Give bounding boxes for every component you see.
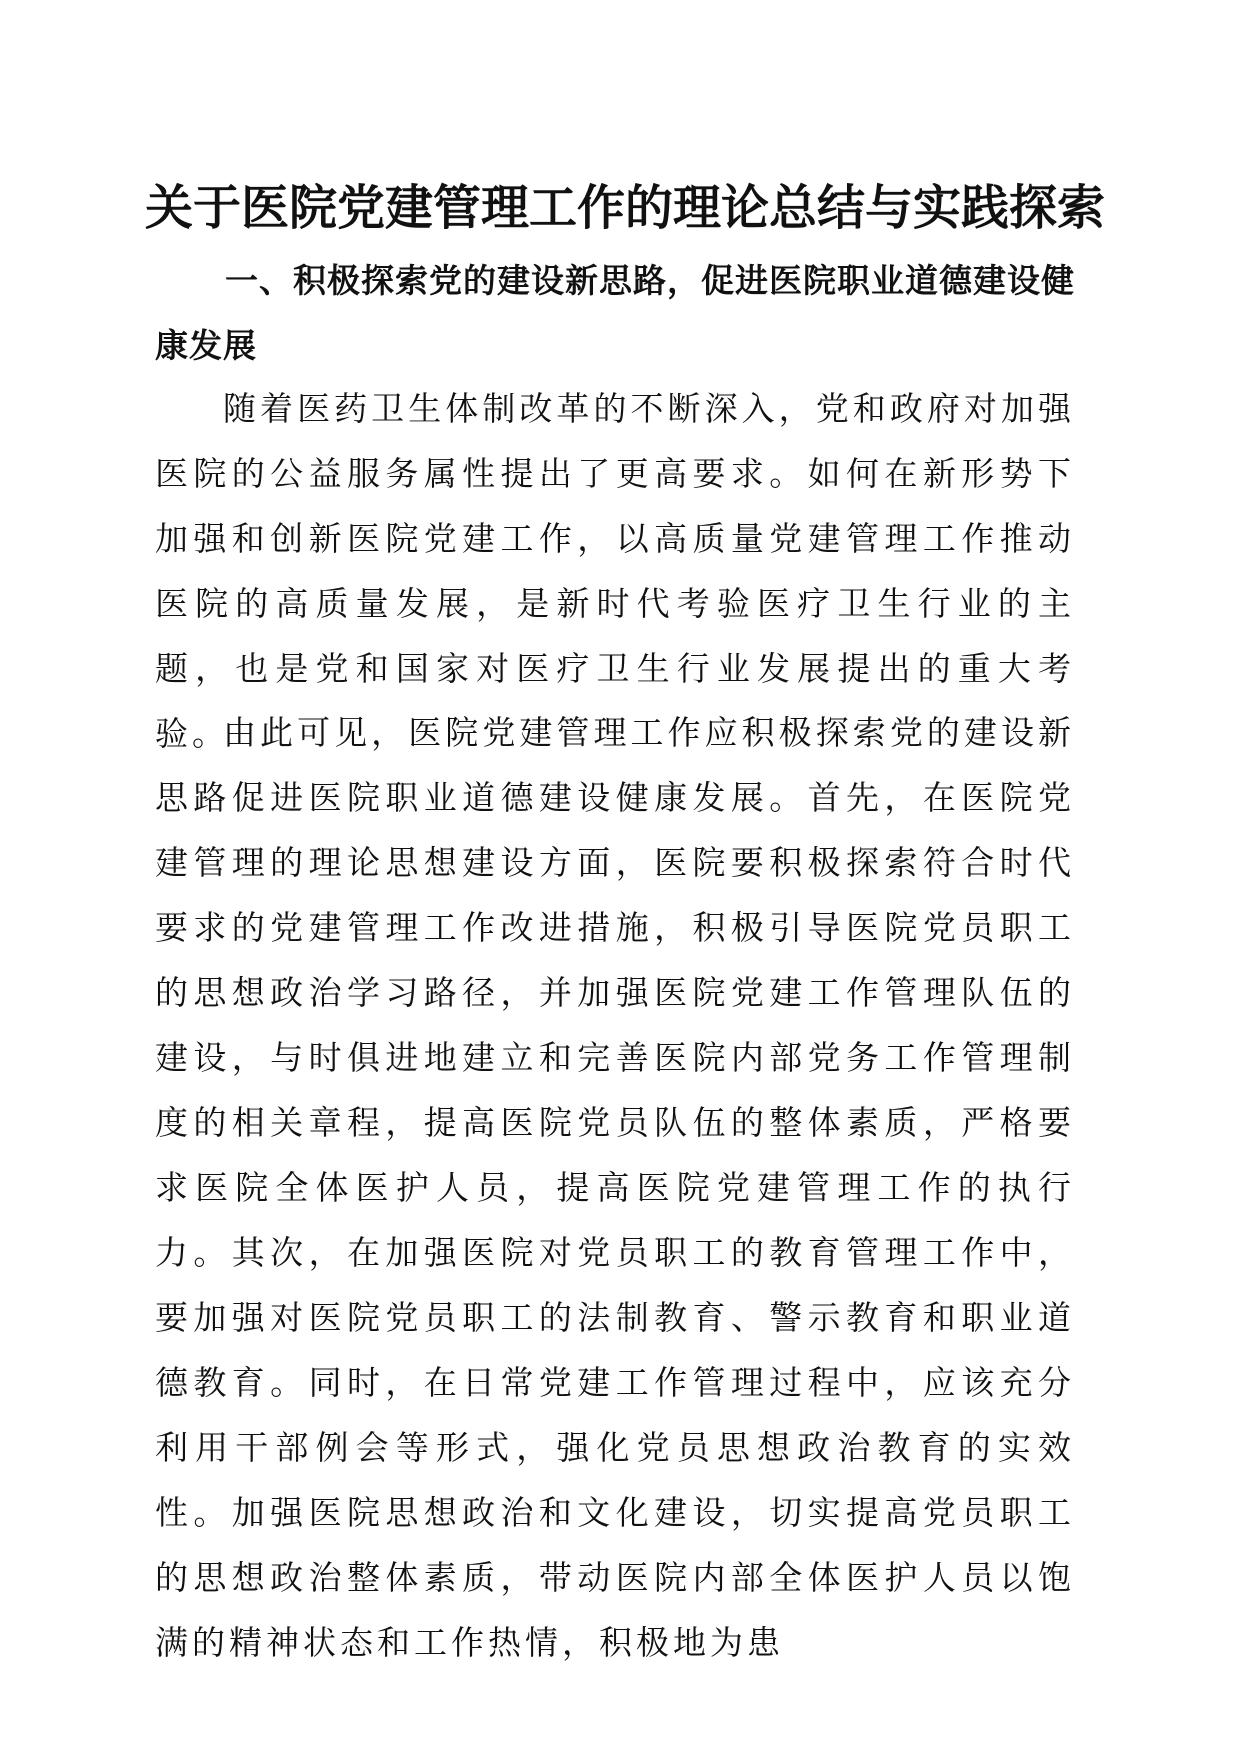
section-heading: 一、积极探索党的建设新思路，促进医院职业道德建设健康发展 [155,261,1075,365]
document-title: 关于医院党建管理工作的理论总结与实践探索 [144,180,1105,236]
body-paragraph-1: 随着医药卫生体制改革的不断深入，党和政府对加强医院的公益服务属性提出了更高要求。如何在新形势下加强和创新医院党建工作，以高质量党建管理工作推动医院的高质量发展，是新时代考验医疗卫生行业的主题，也是党和国家对医疗卫生行业发展提出的重大考验。 [155,389,1075,753]
body-paragraph-2: 由此可见，医院党建管理工作应积极探索党的建设新思路促进医院职业道德建设健康发展。首先，在医院党建管理的理论思想建设方面，医院要积极探索符合时代要求的党建管理工作改进措施，积极引导医院党员职工的思想政治学习路径，并加强医院党建工作管理队伍的建设，与时俱进地建立和完善医院内部党务工作管理制度的相关章程，提高医院党员队伍的整体素质，严格要求医院全体医护人员，提高医院党建管理工作的执行力。其次，在加强医院对党员职工的教育管理工作中，要加强对医院党员职工的法制教育、警示教育和职业道德教育。同时，在日常党建工作管理过程中，应该充分利用干部例会等形式，强化党员思想政治教育的实效性。加强医院思想政治和文化建设，切实提高党员职工的思想政治整体素质，带动医院内部全体医护人员以饱满的精神状态和工作热情，积极地为患 [155,713,1075,1662]
